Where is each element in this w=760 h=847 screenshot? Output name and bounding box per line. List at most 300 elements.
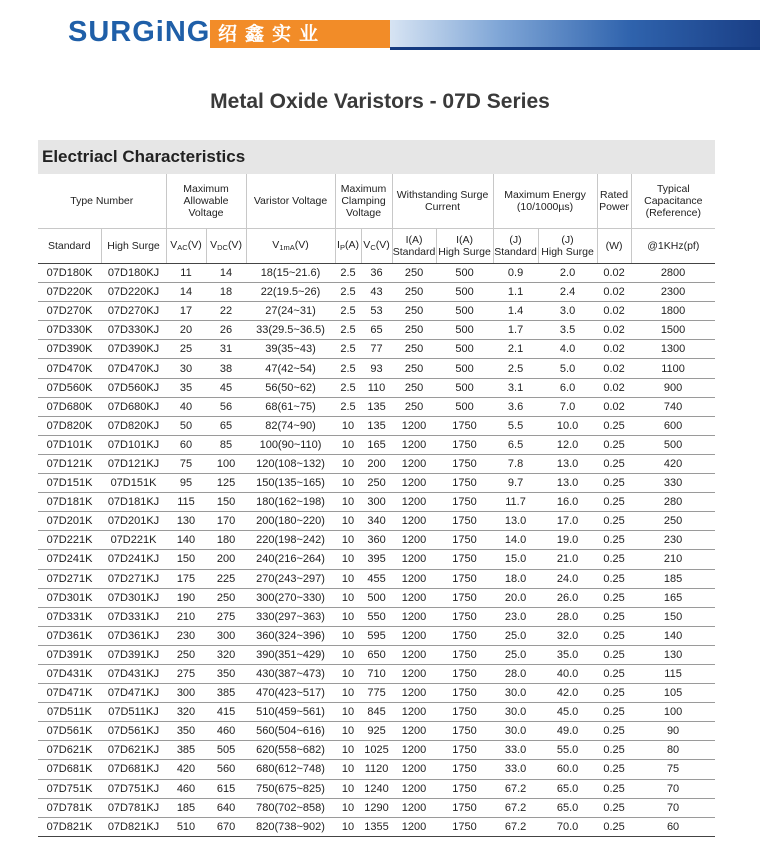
cell-standard-part: 07D241K	[38, 550, 101, 569]
cell-ip: 10	[335, 550, 361, 569]
cell-capacitance: 2800	[631, 264, 715, 283]
cell-ip: 10	[335, 645, 361, 664]
cell-vdc: 250	[206, 588, 246, 607]
cell-rated-power: 0.02	[597, 340, 631, 359]
cell-energy-standard: 0.9	[493, 264, 538, 283]
cell-high-surge-part: 07D181KJ	[101, 493, 166, 512]
cell-standard-part: 07D220K	[38, 283, 101, 302]
cell-vdc: 85	[206, 435, 246, 454]
header-type-number: Type Number	[38, 174, 166, 229]
cell-energy-standard: 30.0	[493, 722, 538, 741]
cell-capacitance: 80	[631, 741, 715, 760]
cell-capacitance: 70	[631, 779, 715, 798]
cell-vac: 385	[166, 741, 206, 760]
cell-vc: 65	[361, 321, 392, 340]
cell-ip: 2.5	[335, 321, 361, 340]
cell-ip: 10	[335, 493, 361, 512]
cell-vdc: 385	[206, 684, 246, 703]
cell-vc: 1025	[361, 741, 392, 760]
cell-vc: 200	[361, 454, 392, 473]
cell-high-surge-part: 07D681KJ	[101, 760, 166, 779]
header-v1ma: $V_{1mA}(V)$	[246, 229, 335, 264]
cell-surge-high: 1750	[436, 435, 493, 454]
cell-varistor-voltage: 22(19.5~26)	[246, 283, 335, 302]
cell-ip: 10	[335, 588, 361, 607]
header-vac: $V_{AC}(V)$	[166, 229, 206, 264]
cell-ip: 10	[335, 779, 361, 798]
cell-energy-high: 60.0	[538, 760, 597, 779]
cell-high-surge-part: 07D220KJ	[101, 283, 166, 302]
cell-vac: 275	[166, 664, 206, 683]
cell-rated-power: 0.25	[597, 817, 631, 836]
header-row-group	[38, 174, 715, 229]
page-title: Metal Oxide Varistors - 07D Series	[210, 90, 550, 113]
cell-ip: 2.5	[335, 359, 361, 378]
cell-ip: 10	[335, 703, 361, 722]
cell-energy-standard: 33.0	[493, 760, 538, 779]
cell-energy-high: 7.0	[538, 397, 597, 416]
cell-surge-high: 1750	[436, 817, 493, 836]
cell-vc: 1290	[361, 798, 392, 817]
cell-standard-part: 07D121K	[38, 454, 101, 473]
cell-vdc: 670	[206, 817, 246, 836]
cell-vdc: 125	[206, 474, 246, 493]
cell-vc: 43	[361, 283, 392, 302]
table-row	[38, 474, 715, 493]
cell-vac: 420	[166, 760, 206, 779]
cell-vc: 300	[361, 493, 392, 512]
cell-vc: 395	[361, 550, 392, 569]
cell-vc: 550	[361, 607, 392, 626]
cell-standard-part: 07D181K	[38, 493, 101, 512]
cell-vac: 190	[166, 588, 206, 607]
header-energy-standard: (J) Standard	[493, 229, 538, 264]
cell-high-surge-part: 07D301KJ	[101, 588, 166, 607]
cell-high-surge-part: 07D471KJ	[101, 684, 166, 703]
cell-vac: 230	[166, 626, 206, 645]
cell-rated-power: 0.25	[597, 664, 631, 683]
cell-vdc: 460	[206, 722, 246, 741]
cell-surge-standard: 250	[392, 283, 436, 302]
table-row	[38, 588, 715, 607]
cell-surge-high: 500	[436, 302, 493, 321]
cell-rated-power: 0.02	[597, 264, 631, 283]
brand-logo: SURGiNG	[68, 16, 211, 48]
cell-energy-high: 12.0	[538, 435, 597, 454]
cell-ip: 2.5	[335, 340, 361, 359]
cell-vdc: 45	[206, 378, 246, 397]
table-row	[38, 264, 715, 283]
header-row-units	[38, 229, 715, 264]
cell-energy-high: 19.0	[538, 531, 597, 550]
cell-rated-power: 0.25	[597, 493, 631, 512]
cell-high-surge-part: 07D221K	[101, 531, 166, 550]
cell-surge-high: 1750	[436, 454, 493, 473]
table-row	[38, 493, 715, 512]
cell-vac: 75	[166, 454, 206, 473]
cell-capacitance: 2300	[631, 283, 715, 302]
header-vc: $V_C(V)$	[361, 229, 392, 264]
header-ip: $I_P(A)$	[335, 229, 361, 264]
cell-capacitance: 150	[631, 607, 715, 626]
table-row	[38, 378, 715, 397]
cell-vc: 135	[361, 397, 392, 416]
cell-surge-high: 500	[436, 397, 493, 416]
cell-surge-high: 1750	[436, 493, 493, 512]
cell-energy-high: 2.0	[538, 264, 597, 283]
cell-vac: 30	[166, 359, 206, 378]
header-typical-capacitance: Typical Capacitance (Reference)	[631, 174, 715, 229]
cell-capacitance: 230	[631, 531, 715, 550]
cell-high-surge-part: 07D151K	[101, 474, 166, 493]
cell-surge-high: 1750	[436, 569, 493, 588]
cell-ip: 10	[335, 474, 361, 493]
cell-energy-standard: 28.0	[493, 664, 538, 683]
cell-surge-high: 1750	[436, 531, 493, 550]
cell-vdc: 100	[206, 454, 246, 473]
cell-vac: 320	[166, 703, 206, 722]
cell-ip: 10	[335, 454, 361, 473]
cell-energy-high: 26.0	[538, 588, 597, 607]
cell-high-surge-part: 07D680KJ	[101, 397, 166, 416]
cell-energy-high: 10.0	[538, 416, 597, 435]
cell-capacitance: 75	[631, 760, 715, 779]
cell-standard-part: 07D331K	[38, 607, 101, 626]
table-row	[38, 512, 715, 531]
cell-capacitance: 115	[631, 664, 715, 683]
cell-vdc: 200	[206, 550, 246, 569]
cell-vac: 350	[166, 722, 206, 741]
cell-energy-high: 45.0	[538, 703, 597, 722]
cell-surge-high: 1750	[436, 664, 493, 683]
cell-rated-power: 0.02	[597, 283, 631, 302]
cell-energy-standard: 13.0	[493, 512, 538, 531]
cell-rated-power: 0.25	[597, 416, 631, 435]
cell-capacitance: 90	[631, 722, 715, 741]
cell-standard-part: 07D361K	[38, 626, 101, 645]
table-row	[38, 817, 715, 836]
cell-capacitance: 600	[631, 416, 715, 435]
cell-surge-high: 1750	[436, 760, 493, 779]
cell-vdc: 560	[206, 760, 246, 779]
cell-surge-standard: 1200	[392, 817, 436, 836]
cell-standard-part: 07D680K	[38, 397, 101, 416]
table-row	[38, 321, 715, 340]
cell-vc: 135	[361, 416, 392, 435]
cell-energy-standard: 30.0	[493, 703, 538, 722]
cell-rated-power: 0.25	[597, 779, 631, 798]
cell-vc: 93	[361, 359, 392, 378]
cell-capacitance: 130	[631, 645, 715, 664]
cell-vdc: 150	[206, 493, 246, 512]
cell-surge-standard: 1200	[392, 684, 436, 703]
cell-surge-high: 500	[436, 283, 493, 302]
cell-vdc: 300	[206, 626, 246, 645]
cell-standard-part: 07D511K	[38, 703, 101, 722]
cell-energy-standard: 1.4	[493, 302, 538, 321]
cell-rated-power: 0.25	[597, 798, 631, 817]
cell-varistor-voltage: 510(459~561)	[246, 703, 335, 722]
cell-surge-high: 1750	[436, 550, 493, 569]
cell-vac: 95	[166, 474, 206, 493]
cell-capacitance: 60	[631, 817, 715, 836]
cell-energy-standard: 33.0	[493, 741, 538, 760]
cell-standard-part: 07D820K	[38, 416, 101, 435]
cell-energy-high: 5.0	[538, 359, 597, 378]
cell-vc: 775	[361, 684, 392, 703]
cell-surge-standard: 1200	[392, 588, 436, 607]
cell-surge-standard: 1200	[392, 493, 436, 512]
cell-vac: 510	[166, 817, 206, 836]
cell-standard-part: 07D330K	[38, 321, 101, 340]
cell-vac: 130	[166, 512, 206, 531]
cell-surge-high: 1750	[436, 779, 493, 798]
cell-vdc: 31	[206, 340, 246, 359]
cell-vc: 650	[361, 645, 392, 664]
cell-vdc: 56	[206, 397, 246, 416]
table-row	[38, 454, 715, 473]
cell-ip: 2.5	[335, 378, 361, 397]
brand-logo-chinese: 绍鑫实业	[210, 20, 390, 48]
cell-standard-part: 07D271K	[38, 569, 101, 588]
cell-varistor-voltage: 390(351~429)	[246, 645, 335, 664]
cell-standard-part: 07D561K	[38, 722, 101, 741]
cell-energy-high: 65.0	[538, 798, 597, 817]
cell-rated-power: 0.02	[597, 321, 631, 340]
table-row	[38, 626, 715, 645]
cell-energy-standard: 2.1	[493, 340, 538, 359]
cell-vc: 500	[361, 588, 392, 607]
header-capacitance-unit: @1KHz(pf)	[631, 229, 715, 264]
cell-energy-standard: 9.7	[493, 474, 538, 493]
cell-rated-power: 0.25	[597, 531, 631, 550]
cell-standard-part: 07D270K	[38, 302, 101, 321]
cell-varistor-voltage: 18(15~21.6)	[246, 264, 335, 283]
cell-standard-part: 07D470K	[38, 359, 101, 378]
cell-vdc: 22	[206, 302, 246, 321]
cell-vdc: 320	[206, 645, 246, 664]
cell-surge-standard: 1200	[392, 798, 436, 817]
cell-capacitance: 740	[631, 397, 715, 416]
cell-energy-high: 21.0	[538, 550, 597, 569]
cell-vc: 1120	[361, 760, 392, 779]
cell-vdc: 38	[206, 359, 246, 378]
cell-vdc: 415	[206, 703, 246, 722]
cell-surge-standard: 1200	[392, 760, 436, 779]
cell-ip: 10	[335, 531, 361, 550]
cell-capacitance: 900	[631, 378, 715, 397]
cell-energy-standard: 3.6	[493, 397, 538, 416]
cell-standard-part: 07D560K	[38, 378, 101, 397]
cell-surge-standard: 1200	[392, 512, 436, 531]
cell-vac: 25	[166, 340, 206, 359]
cell-vac: 140	[166, 531, 206, 550]
cell-ip: 10	[335, 664, 361, 683]
cell-capacitance: 1500	[631, 321, 715, 340]
cell-surge-high: 500	[436, 378, 493, 397]
cell-vc: 165	[361, 435, 392, 454]
cell-surge-standard: 1200	[392, 454, 436, 473]
cell-energy-high: 2.4	[538, 283, 597, 302]
cell-varistor-voltage: 100(90~110)	[246, 435, 335, 454]
cell-surge-standard: 1200	[392, 416, 436, 435]
cell-energy-high: 35.0	[538, 645, 597, 664]
cell-energy-high: 3.5	[538, 321, 597, 340]
cell-ip: 10	[335, 798, 361, 817]
cell-varistor-voltage: 68(61~75)	[246, 397, 335, 416]
cell-standard-part: 07D201K	[38, 512, 101, 531]
cell-energy-standard: 7.8	[493, 454, 538, 473]
cell-surge-high: 500	[436, 359, 493, 378]
cell-surge-high: 1750	[436, 722, 493, 741]
cell-varistor-voltage: 39(35~43)	[246, 340, 335, 359]
cell-energy-high: 4.0	[538, 340, 597, 359]
cell-surge-standard: 250	[392, 359, 436, 378]
cell-high-surge-part: 07D470KJ	[101, 359, 166, 378]
cell-high-surge-part: 07D241KJ	[101, 550, 166, 569]
cell-vc: 925	[361, 722, 392, 741]
cell-high-surge-part: 07D391KJ	[101, 645, 166, 664]
cell-energy-standard: 67.2	[493, 798, 538, 817]
cell-capacitance: 420	[631, 454, 715, 473]
cell-rated-power: 0.25	[597, 474, 631, 493]
cell-varistor-voltage: 360(324~396)	[246, 626, 335, 645]
cell-high-surge-part: 07D121KJ	[101, 454, 166, 473]
cell-standard-part: 07D180K	[38, 264, 101, 283]
cell-vc: 360	[361, 531, 392, 550]
cell-vc: 710	[361, 664, 392, 683]
cell-energy-standard: 25.0	[493, 645, 538, 664]
cell-varistor-voltage: 200(180~220)	[246, 512, 335, 531]
table-row	[38, 569, 715, 588]
cell-high-surge-part: 07D361KJ	[101, 626, 166, 645]
cell-surge-standard: 1200	[392, 435, 436, 454]
cell-capacitance: 70	[631, 798, 715, 817]
cell-ip: 2.5	[335, 264, 361, 283]
table-row	[38, 397, 715, 416]
section-title: Electriacl Characteristics	[42, 147, 246, 166]
cell-surge-standard: 1200	[392, 664, 436, 683]
cell-rated-power: 0.25	[597, 569, 631, 588]
cell-energy-high: 13.0	[538, 454, 597, 473]
header-max-clamping-voltage: Maximum Clamping Voltage	[335, 174, 392, 229]
header-surge-high: I(A) High Surge	[436, 229, 493, 264]
table-row	[38, 722, 715, 741]
cell-vac: 185	[166, 798, 206, 817]
cell-energy-standard: 67.2	[493, 817, 538, 836]
cell-energy-high: 40.0	[538, 664, 597, 683]
cell-ip: 2.5	[335, 397, 361, 416]
header-max-energy: Maximum Energy (10/1000µs)	[493, 174, 597, 229]
cell-surge-standard: 250	[392, 264, 436, 283]
cell-surge-standard: 1200	[392, 569, 436, 588]
cell-vdc: 65	[206, 416, 246, 435]
cell-surge-high: 1750	[436, 741, 493, 760]
header-standard: Standard	[38, 229, 101, 264]
cell-surge-standard: 1200	[392, 607, 436, 626]
cell-surge-standard: 1200	[392, 703, 436, 722]
cell-surge-high: 1750	[436, 703, 493, 722]
cell-vdc: 275	[206, 607, 246, 626]
cell-capacitance: 185	[631, 569, 715, 588]
cell-rated-power: 0.25	[597, 703, 631, 722]
cell-ip: 10	[335, 817, 361, 836]
cell-high-surge-part: 07D180KJ	[101, 264, 166, 283]
cell-vc: 36	[361, 264, 392, 283]
cell-energy-high: 49.0	[538, 722, 597, 741]
cell-high-surge-part: 07D560KJ	[101, 378, 166, 397]
cell-energy-high: 24.0	[538, 569, 597, 588]
cell-varistor-voltage: 82(74~90)	[246, 416, 335, 435]
characteristics-table	[38, 174, 715, 837]
cell-vac: 150	[166, 550, 206, 569]
cell-vc: 250	[361, 474, 392, 493]
cell-ip: 10	[335, 607, 361, 626]
cell-surge-high: 1750	[436, 474, 493, 493]
cell-rated-power: 0.25	[597, 684, 631, 703]
cell-energy-high: 42.0	[538, 684, 597, 703]
cell-high-surge-part: 07D561KJ	[101, 722, 166, 741]
cell-energy-standard: 14.0	[493, 531, 538, 550]
table-row	[38, 779, 715, 798]
cell-varistor-voltage: 33(29.5~36.5)	[246, 321, 335, 340]
cell-surge-standard: 1200	[392, 779, 436, 798]
table-row	[38, 741, 715, 760]
cell-varistor-voltage: 430(387~473)	[246, 664, 335, 683]
header-surge-standard: I(A) Standard	[392, 229, 436, 264]
cell-energy-standard: 1.7	[493, 321, 538, 340]
cell-vc: 455	[361, 569, 392, 588]
brand-header	[0, 0, 760, 60]
cell-energy-high: 55.0	[538, 741, 597, 760]
cell-energy-high: 32.0	[538, 626, 597, 645]
cell-capacitance: 330	[631, 474, 715, 493]
cell-rated-power: 0.25	[597, 435, 631, 454]
cell-vdc: 615	[206, 779, 246, 798]
cell-surge-high: 1750	[436, 626, 493, 645]
cell-vac: 175	[166, 569, 206, 588]
header-vdc: $V_{DC}(V)$	[206, 229, 246, 264]
cell-rated-power: 0.25	[597, 550, 631, 569]
cell-vc: 595	[361, 626, 392, 645]
cell-high-surge-part: 07D390KJ	[101, 340, 166, 359]
cell-capacitance: 1100	[631, 359, 715, 378]
cell-varistor-voltage: 270(243~297)	[246, 569, 335, 588]
cell-vc: 77	[361, 340, 392, 359]
cell-ip: 10	[335, 569, 361, 588]
cell-vac: 210	[166, 607, 206, 626]
cell-vdc: 225	[206, 569, 246, 588]
cell-high-surge-part: 07D821KJ	[101, 817, 166, 836]
table-row	[38, 684, 715, 703]
header-power-unit: (W)	[597, 229, 631, 264]
cell-standard-part: 07D621K	[38, 741, 101, 760]
cell-energy-standard: 5.5	[493, 416, 538, 435]
cell-vac: 11	[166, 264, 206, 283]
brand-bar-underline	[390, 47, 760, 50]
cell-surge-standard: 1200	[392, 645, 436, 664]
cell-energy-standard: 3.1	[493, 378, 538, 397]
header-max-allowable-voltage: Maximum Allowable Voltage	[166, 174, 246, 229]
cell-standard-part: 07D151K	[38, 474, 101, 493]
cell-surge-standard: 1200	[392, 474, 436, 493]
cell-energy-high: 70.0	[538, 817, 597, 836]
cell-surge-standard: 250	[392, 302, 436, 321]
cell-vdc: 170	[206, 512, 246, 531]
cell-standard-part: 07D821K	[38, 817, 101, 836]
cell-ip: 10	[335, 684, 361, 703]
cell-energy-high: 17.0	[538, 512, 597, 531]
